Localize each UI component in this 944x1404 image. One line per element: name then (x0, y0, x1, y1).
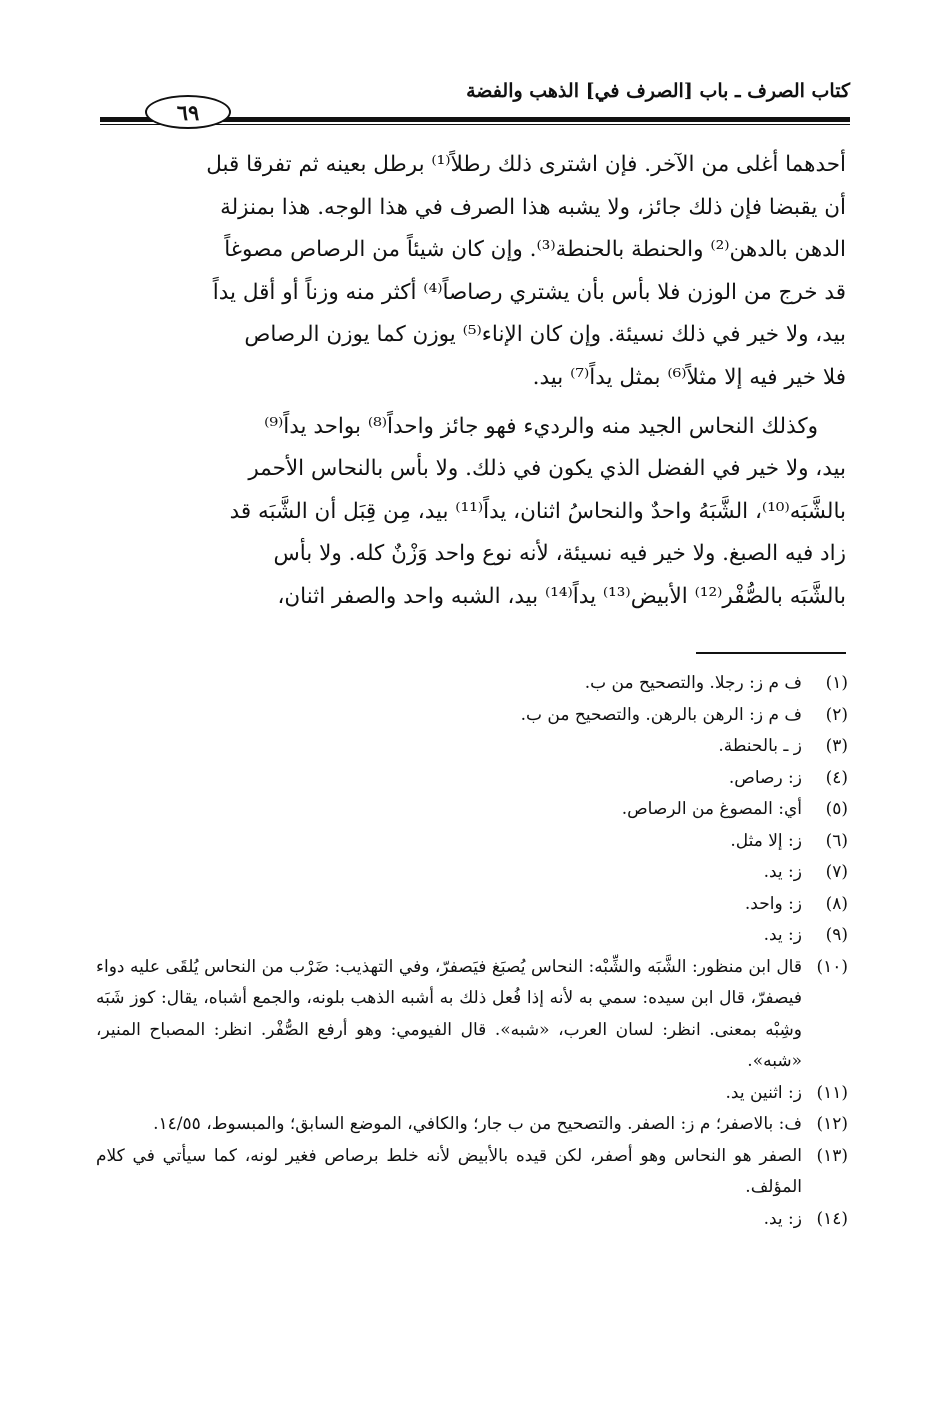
footnote-separator (696, 652, 846, 654)
text-line: بيد، ولا خير في الفضل الذي يكون في ذلك. ولا بأس بالنحاس الأحمر (248, 456, 846, 482)
footnote-number: (٣) (825, 736, 848, 756)
text-line: أن يقبضا فإن ذلك جائز، ولا يشبه هذا الصرف في هذا الوجه. هذا بمنزلة (220, 194, 846, 220)
footnote (96, 1204, 848, 1236)
footnote-text: ف: بالاصفر؛ م ز: الصفر. والتصحيح من ب جار؛ والكافي، الموضع السابق؛ والمبسوط، ١٤/٥٥. (153, 1114, 802, 1134)
footnote-number: (١١) (816, 1082, 848, 1103)
footnote-text: ف م ز: الرهن بالرهن. والتصحيح من ب. (520, 704, 802, 725)
footnote-number: (٤) (825, 767, 848, 788)
footnote-text: ز: يد. (763, 925, 802, 945)
text-line: فلا خير فيه إلا مثلاً⁽⁶⁾ بمثل يداً⁽⁷⁾ بيد. (532, 364, 846, 390)
footnote-text: الصفر هو النحاس وهو أصفر، لكن قيده بالأبيض لأنه خلط برصاص فغير لونه، كما سيأتي في كلام المؤلف. (96, 1145, 802, 1197)
chapter-title: كتاب الصرف ـ باب [الصرف في] الذهب والفضة (466, 80, 850, 102)
footnote (96, 1141, 848, 1204)
footnote-number: (٨) (825, 893, 848, 914)
text-line: وكذلك النحاس الجيد منه والرديء فهو جائز واحداً⁽⁸⁾ بواحد يداً⁽⁹⁾ (264, 413, 818, 439)
main-text (104, 144, 846, 619)
footnote-text: ز: اثنين يد. (725, 1082, 802, 1103)
footnote-number: (٧) (825, 862, 848, 882)
footnote (96, 794, 848, 826)
footnote (96, 1078, 848, 1110)
footnote-number: (١٤) (816, 1208, 848, 1229)
text-line: بالشَّبَه⁽¹⁰⁾، الشَّبَهُ واحدٌ والنحاسُ اثنان، يداً⁽¹¹⁾ بيد، مِن قِبَل أن الشَّبَه قد (229, 498, 846, 524)
footnote-text: أي: المصوغ من الرصاص. (621, 799, 802, 819)
footnote-text: قال ابن منظور: الشَّبَه والشِّبْه: النحاس يُصبَغ فيَصفرّ، وفي التهذيب: ضَرْب من النحاس يُلقَى عليه دواء فيصفرّ، قال ابن سيده: سمي به لأنه إذا فُعل ذلك به أشبه الذهب بلونه، والجمع أشباه، يقال: كوز شَبَه وشِبْه بمعنى. انظر: لسان العرب، «شبه». قال الفيومي: وهو أرفع الصُّفْر. انظر: المصباح المنير، «شبه». (96, 956, 803, 1071)
footnote-number: (١٢) (816, 1114, 848, 1134)
footnote (96, 700, 848, 732)
page-number: ٦٩ (145, 95, 231, 129)
text-line: أحدهما أغلى من الآخر. فإن اشترى ذلك رطلاً⁽¹⁾ برطل بعينه ثم تفرقا قبل (206, 152, 846, 177)
footnote-text: ز: واحد. (744, 893, 802, 914)
footnote-text: ز: يد. (763, 1208, 802, 1229)
footnote (96, 1109, 848, 1141)
footnote (96, 763, 848, 795)
text-line: قد خرج من الوزن فلا بأس بأن يشتري رصاصاً⁽⁴⁾ أكثر منه وزناً أو أقل يداً (212, 279, 846, 305)
footnote-text: ف م ز: رجلا. والتصحيح من ب. (584, 673, 802, 693)
footnote (96, 889, 848, 921)
footnote-text: ز: إلا مثل. (730, 830, 802, 851)
footnote-number: (٩) (825, 925, 848, 945)
footnote-number: (٢) (825, 704, 848, 725)
footnote-number: (١٠) (816, 956, 848, 977)
footnote-number: (٦) (825, 830, 848, 851)
footnote (96, 826, 848, 858)
footnote-number: (٥) (825, 799, 848, 819)
footnote (96, 857, 848, 889)
text-line: بالشَّبَه بالصُّفْر⁽¹²⁾ الأبيض⁽¹³⁾ يداً⁽¹⁴⁾ بيد، الشبه واحد والصفر اثنان، (277, 583, 846, 609)
footnote (96, 668, 848, 700)
text-line: بيد، ولا خير في ذلك نسيئة. وإن كان الإناء⁽⁵⁾ يوزن كما يوزن الرصاص (244, 322, 846, 348)
text-line: الدهن بالدهن⁽²⁾ والحنطة بالحنطة⁽³⁾. وإن كان شيئاً من الرصاص مصوغاً (224, 237, 846, 263)
footnote (96, 952, 848, 1078)
running-header (100, 80, 850, 130)
footnote (96, 920, 848, 952)
text-line: زاد فيه الصبغ. ولا خير فيه نسيئة، لأنه نوع واحد وَزْنٌ كله. ولا بأس (273, 541, 846, 567)
footnote-text: ز: يد. (763, 862, 802, 882)
footnote-text: ز: رصاص. (728, 767, 802, 788)
footnote-number: (١) (825, 673, 848, 693)
footnotes (96, 668, 848, 1235)
footnote-number: (١٣) (816, 1145, 848, 1166)
footnote (96, 731, 848, 763)
footnote-text: ز ـ بالحنطة. (718, 736, 802, 756)
